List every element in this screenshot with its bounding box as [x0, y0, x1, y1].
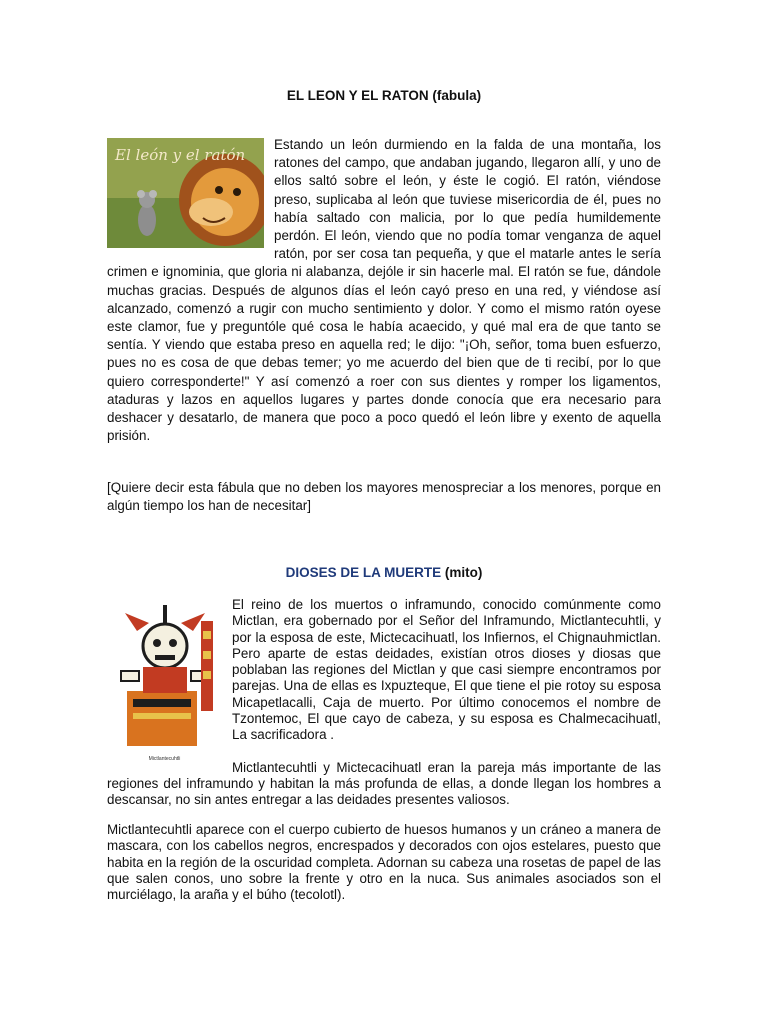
myth-title — [0, 565, 768, 580]
myth-paragraph-3: Mictlantecuhtli aparece con el cuerpo cubierto de huesos humanos y un cráneo a manera de mascara, con los cabellos negros, encrespados y decorados con ojos estelares, puesto que habita en la región de la oscuridad completa. Adornan su cabeza una rosetas de papel de las que salen conos, uno sobre la frente y otro en la nuca. Sus animales asociados son el murciélago, la araña y el búho (tecolotl). — [107, 822, 661, 903]
fable-text: Estando un león durmiendo en la falda de una montaña, los ratones del campo, que andaban jugando, llegaron allí, y uno de ellos saltó sobre el león, y éste le cogió. El ratón, viéndose preso, suplicaba al león que tuviese misericordia de él, pues no había saltado con malicia, por lo que pedía humildemente perdón. El león, viendo que no podía tomar venganza de aquel ratón, por ser cosa tan pequeña, y que el matarle antes le sería crimen e ignominia, que gloria ni alabanza, dejóle ir sin hacerle mal. El ratón se fue, dándole muchas gracias. Después de algunos días el león cayó preso en una red, y viéndose así alcanzado, comenzó a rugir con mucho sentimiento y dolor. Y como el mismo ratón oyese este clamor, fue y preguntóle qué cosa le había acaecido, y qué mal era de que tanto se sentía. Y viendo que estaba preso en aquella red; le dijo: "¡Oh, señor, toma buen esfuerzo, pues no es cosa de que debas temer; yo me acuerdo del bien que de ti recibí, por lo que quiero corresponderte!" Y así comenzó a roer con sus dientes y romper los ligamentos, ataduras y lazos en aquellos lugares y partes donde conocía que era necesario para deshacer y desatarlo, de manera que poco a poco quedó el león libre y exento de aquella prisión. — [107, 137, 661, 444]
fable-body — [107, 136, 661, 445]
fable-moral — [107, 479, 661, 515]
lion-illustration-art — [107, 138, 264, 248]
illustration-caption: Mictlantecuhtli — [148, 755, 181, 762]
myth-title-text: DIOSES DE LA MUERTE — [285, 565, 442, 580]
aztec-deity-art — [107, 601, 222, 761]
fable-moral-text: [Quiere decir esta fábula que no deben los mayores menospreciar a los menores, porque en algún tiempo los han de necesitar] — [107, 480, 661, 514]
fable-title-text: EL LEON Y EL RATON — [286, 88, 429, 103]
myth-paragraph-1: El reino de los muertos o inframundo, conocido comúnmente como Mictlan, era gobernado por el Señor del Inframundo, Mictlantecuhtli, y por la esposa de este, Mictecacihuatl, los Infiernos, el Chignauhmictlan. Pero aparte de estas deidades, existían otros dioses y diosas que poblaban las regiones del Mictlan y que casi siempre encontramos por parejas. Una de ellas es Ixpuzteque, El que tiene el pie rotoy su esposa Micapetlacalli, Caja de muerto. Por último conocemos el nombre de Tzontemoc, El que cayo de cabeza, y su esposa es Chalmecacihuatl, La sacrificadora . — [232, 597, 661, 743]
lion-and-mouse-illustration — [107, 138, 264, 248]
myth-title-suffix: (mito) — [444, 565, 483, 580]
illustration-title: El león y el ratón — [115, 146, 246, 164]
fable-title — [0, 88, 768, 103]
myth-paragraph-3-block — [107, 822, 661, 903]
fable-title-suffix: (fabula) — [432, 88, 482, 103]
myth-paragraph-2: Mictlantecuhtli y Mictecacihuatl eran la pareja más importante de las regiones del inframundo y habitan la más profunda de ellas, a donde llegan los hombres a descansar, no sin antes entregar a las deidades presentes valiosos. — [107, 759, 661, 808]
myth-intro-block — [107, 597, 661, 809]
mictlantecuhtli-illustration — [107, 601, 222, 771]
